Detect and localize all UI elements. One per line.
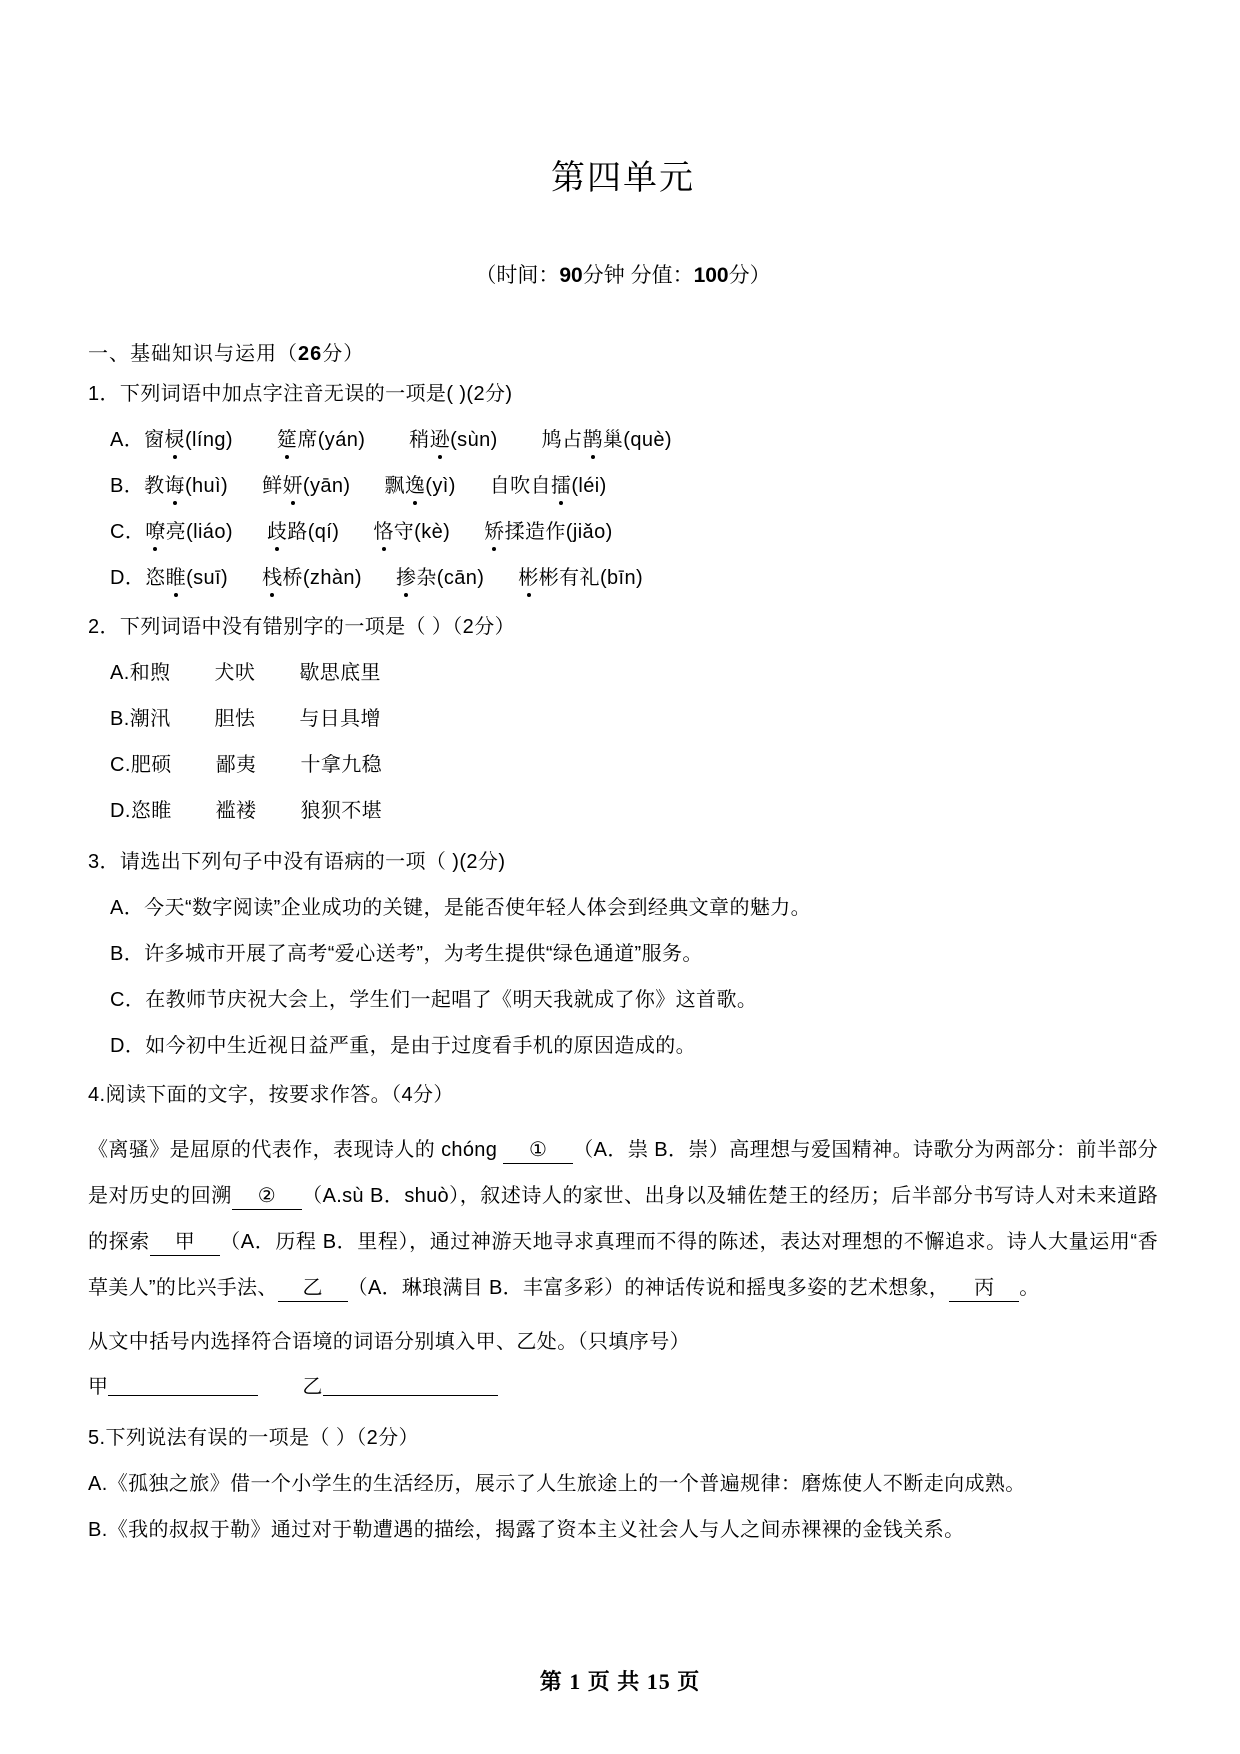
option-word-2: 犬吠 — [214, 662, 256, 684]
question-2-option-a — [88, 639, 1158, 685]
option-word-2: 胆怯 — [214, 708, 256, 730]
blank-5-bing[interactable]: 丙 — [949, 1275, 1019, 1302]
option-label: D． — [110, 567, 146, 589]
emphasis-char: 擂 — [551, 469, 571, 498]
option-label: C． — [110, 521, 146, 543]
emphasis-char: 筵 — [277, 423, 297, 452]
passage-part-2: （A．祟 B．崇）高理想与爱国精神。诗歌分为两部分：前半部分是对历史的回溯 — [88, 1139, 1158, 1207]
option-word-2: 褴褛 — [215, 800, 257, 822]
question-2-option-d — [88, 777, 1158, 823]
question-1-option-c — [88, 498, 1158, 544]
option-word-post: 桥(zhàn) — [282, 567, 362, 589]
passage-part-5: （A．琳琅满目 B．丰富多彩）的神话传说和摇曳多姿的艺术想象， — [347, 1277, 950, 1299]
option-word-pre: 鸠占 — [541, 429, 583, 451]
question-4-instruction: 从文中括号内选择符合语境的词语分别填入甲、乙处。（只填序号） — [88, 1331, 690, 1353]
blank-2[interactable]: ② — [232, 1183, 302, 1210]
emphasis-char: 嘹 — [145, 515, 165, 544]
option-word-post: (léi) — [571, 475, 607, 497]
emphasis-char: 歧 — [267, 515, 287, 544]
option-label: A． — [110, 429, 145, 451]
emphasis-char: 睢 — [166, 561, 186, 590]
option-word-post: (huì) — [184, 475, 229, 497]
option-word-3: 狼狈不堪 — [300, 800, 383, 822]
option-word-post: 杂(cān) — [416, 567, 485, 589]
emphasis-char: 矫 — [484, 515, 504, 544]
option-label: D. — [110, 800, 131, 822]
option-word-post: 彬有礼(bīn) — [538, 567, 644, 589]
option-word-post: 亮(liáo) — [165, 521, 233, 543]
question-3-option-c: C．在教师节庆祝大会上，学生们一起唱了《明天我就成了你》这首歌。 — [110, 989, 758, 1011]
exam-meta-middle: 分钟 分值： — [582, 264, 694, 287]
exam-meta-prefix: （时间： — [475, 264, 560, 287]
option-label: C. — [110, 754, 131, 776]
question-1-stem: 1．下列词语中加点字注音无误的一项是( )(2分) — [88, 383, 513, 405]
option-word-post: 守(kè) — [393, 521, 451, 543]
section-heading — [88, 289, 1158, 366]
question-3-option-d: D．如今初中生近视日益严重，是由于过度看手机的原因造成的。 — [110, 1035, 697, 1057]
answer-blank-jia[interactable] — [108, 1373, 258, 1396]
section-heading-prefix: 一、基础知识与运用（ — [88, 343, 298, 365]
option-word-pre: 鲜 — [262, 475, 283, 497]
exam-duration-value: 90 — [559, 264, 583, 287]
option-label: B． — [110, 475, 145, 497]
option-word-pre: 窗 — [144, 429, 165, 451]
question-1-option-b — [88, 452, 1158, 498]
blank-4-yi[interactable]: 乙 — [278, 1275, 348, 1302]
passage-part-3: （A.sù B．shuò），叙述诗人的家世、出身以及辅佐楚王的经历；后半部分书写诗人对未来道路的探索 — [88, 1185, 1158, 1253]
emphasis-char: 诲 — [165, 469, 185, 498]
option-word-1: 潮汛 — [129, 708, 171, 730]
option-word-post: 路(qí) — [287, 521, 340, 543]
emphasis-char: 逸 — [405, 469, 425, 498]
option-word-post: (sùn) — [450, 429, 498, 451]
emphasis-char: 栈 — [262, 561, 282, 590]
question-3-stem: 3．请选出下列句子中没有语病的一项（ )(2分) — [88, 851, 506, 873]
question-4-passage — [88, 1107, 1158, 1311]
question-5-stem: 5.下列说法有误的一项是（ ）（2分） — [88, 1427, 419, 1449]
emphasis-char: 恪 — [373, 515, 393, 544]
option-word-post: 揉造作(jiǎo) — [504, 521, 613, 543]
blank-1[interactable]: ① — [503, 1137, 573, 1164]
exam-score-value: 100 — [693, 264, 729, 287]
question-1-option-d — [88, 544, 1158, 590]
option-word-pre: 恣 — [145, 567, 166, 589]
blank-3-jia[interactable]: 甲 — [150, 1229, 220, 1256]
emphasis-char: 棂 — [165, 423, 185, 452]
question-5-option-b: B.《我的叔叔于勒》通过对于勒遭遇的描绘，揭露了资本主义社会人与人之间赤裸裸的金钱关系。 — [88, 1519, 965, 1541]
option-word-1: 肥硕 — [130, 754, 172, 776]
emphasis-char: 鹊 — [583, 423, 603, 452]
option-word-post: (yì) — [425, 475, 456, 497]
exam-meta-line — [88, 199, 1158, 289]
question-2-stem: 2．下列词语中没有错别字的一项是（ ）（2分） — [88, 616, 516, 638]
option-label: A. — [110, 662, 130, 684]
answer-label-yi: 乙 — [302, 1376, 323, 1398]
answer-label-jia: 甲 — [88, 1376, 109, 1398]
option-word-2: 鄙夷 — [215, 754, 257, 776]
question-1-option-a — [88, 406, 1158, 452]
passage-part-4: （A．历程 B．里程），通过神游天地寻求真理而不得的陈述，表达对理想的不懈追求。诗人大量运用“香草美人”的比兴手法、 — [88, 1231, 1159, 1299]
question-5-option-a: A.《孤独之旅》借一个小学生的生活经历，展示了人生旅途上的一个普遍规律：磨炼使人不断走向成熟。 — [88, 1473, 1026, 1495]
option-word-3: 十拿九稳 — [300, 754, 383, 776]
option-word-pre: 飘 — [384, 475, 405, 497]
page-content — [88, 0, 1158, 1542]
page-title: 第四单元 — [551, 159, 695, 197]
option-word-1: 恣睢 — [130, 800, 172, 822]
option-label: B. — [110, 708, 130, 730]
section-heading-suffix: 分） — [322, 343, 365, 365]
section-points: 26 — [298, 343, 323, 365]
option-word-post: (yān) — [302, 475, 351, 497]
passage-part-1: 《离骚》是屈原的代表作，表现诗人的 chóng — [88, 1139, 504, 1161]
option-word-post: (líng) — [184, 429, 233, 451]
option-word-post: (suī) — [186, 567, 229, 589]
emphasis-char: 逊 — [430, 423, 450, 452]
answer-blank-yi[interactable] — [323, 1373, 498, 1396]
question-2-option-b — [88, 685, 1158, 731]
option-word-post: 席(yán) — [297, 429, 366, 451]
passage-part-6: 。 — [1019, 1277, 1040, 1299]
question-3-option-b: B．许多城市开展了高考“爱心送考”，为考生提供“绿色通道”服务。 — [110, 943, 703, 965]
option-word-pre: 教 — [144, 475, 165, 497]
emphasis-char: 彬 — [518, 561, 538, 590]
question-2-option-c — [88, 731, 1158, 777]
option-word-post: 巢(què) — [602, 429, 672, 451]
option-word-3: 歇思底里 — [299, 662, 381, 684]
option-word-1: 和煦 — [129, 662, 171, 684]
option-word-pre: 稍 — [409, 429, 430, 451]
question-4-answer-row — [88, 1354, 1158, 1399]
option-word-3: 与日具增 — [299, 708, 381, 730]
emphasis-char: 妍 — [282, 469, 302, 498]
exam-meta-suffix: 分） — [728, 264, 771, 287]
page-footer: 第 1 页 共 15 页 — [539, 1669, 701, 1694]
emphasis-char: 掺 — [396, 561, 416, 590]
option-word-pre: 自吹自 — [489, 475, 551, 497]
question-4-stem: 4.阅读下面的文字，按要求作答。（4分） — [88, 1084, 454, 1106]
question-3-option-a: A．今天“数字阅读”企业成功的关键，是能否使年轻人体会到经典文章的魅力。 — [110, 897, 812, 919]
